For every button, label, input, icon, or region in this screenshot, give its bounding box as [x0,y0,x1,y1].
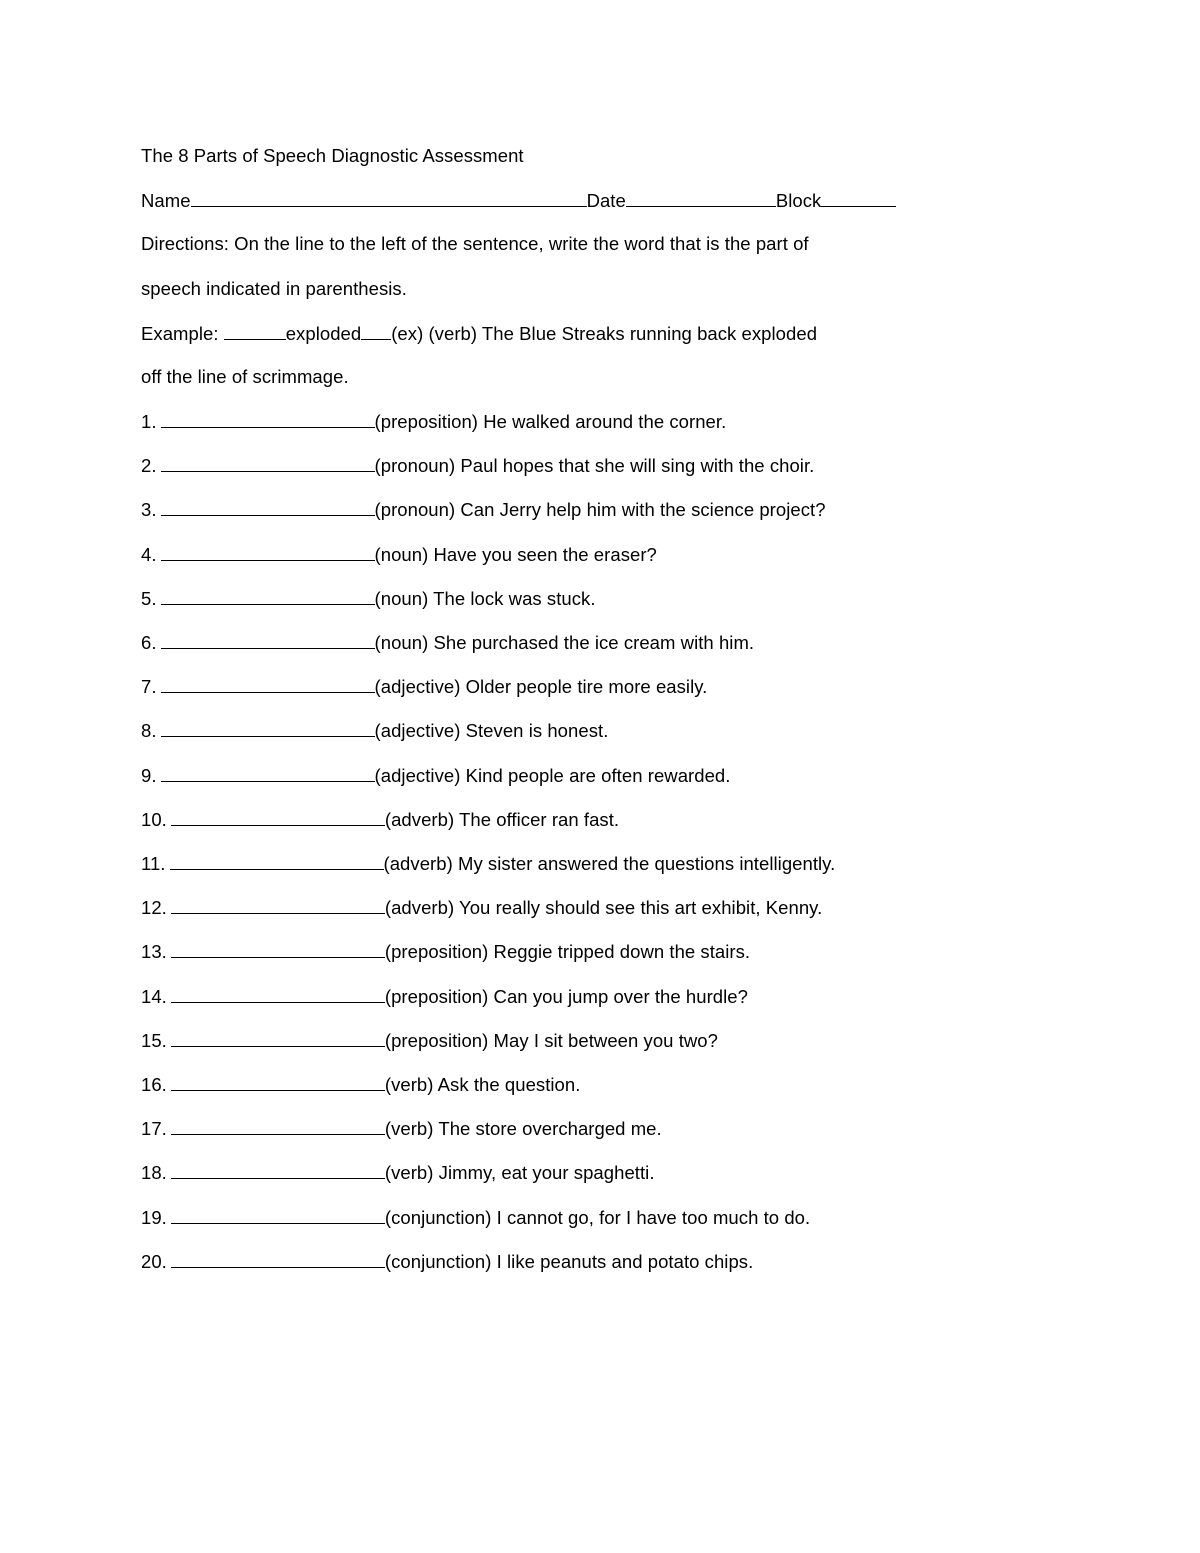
question-text: (noun) Have you seen the eraser? [374,543,657,565]
question-row [141,851,835,876]
directions-line-2: speech indicated in parenthesis. [141,278,407,299]
question-text: (conjunction) I like peanuts and potato chips. [384,1250,754,1272]
name-field[interactable] [191,188,587,207]
question-number: 14. [141,985,167,1007]
date-field[interactable] [626,188,776,207]
answer-blank[interactable] [171,1116,385,1135]
question-row [141,1249,753,1274]
answer-blank[interactable] [161,674,375,693]
question-text: (noun) She purchased the ice cream with him. [374,632,755,653]
question-row [141,1116,662,1141]
question-number: 2. [141,455,157,477]
question-number: 15. [141,1029,167,1051]
question-row [141,939,750,964]
example-answer: exploded [285,323,362,344]
date-label: Date [586,190,626,211]
question-row [141,542,657,567]
example-blank-left [224,321,286,340]
question-row [141,674,707,699]
name-label: Name [141,190,191,211]
question-text: (conjunction) I cannot go, for I have too much to do. [384,1206,811,1228]
question-text: (adjective) Older people tire more easily. [374,676,708,698]
question-text: (adverb) You really should see this art exhibit, Kenny. [384,897,823,919]
question-number: 4. [141,543,157,565]
answer-blank[interactable] [161,409,375,428]
example-label: Example: [141,323,224,344]
question-number: 18. [141,1162,167,1184]
question-number: 12. [141,897,167,919]
question-number: 16. [141,1074,167,1095]
block-field[interactable] [821,188,896,207]
question-row [141,409,726,434]
question-number: 8. [141,720,157,742]
answer-blank[interactable] [161,586,375,605]
question-text: (preposition) May I sit between you two? [384,1029,718,1051]
question-row [141,718,608,743]
question-text: (verb) Jimmy, eat your spaghetti. [384,1162,655,1184]
answer-blank[interactable] [171,895,385,914]
answer-blank[interactable] [171,984,385,1003]
question-number: 20. [141,1250,167,1272]
question-text: (adjective) Kind people are often rewarded. [374,764,731,786]
answer-blank[interactable] [171,939,385,958]
question-text: (preposition) Can you jump over the hurdle? [384,985,748,1007]
question-number: 13. [141,941,167,963]
question-number: 9. [141,764,157,786]
answer-blank[interactable] [171,1205,385,1224]
question-row [141,1072,580,1097]
answer-blank[interactable] [161,630,375,649]
question-text: (verb) The store overcharged me. [384,1118,662,1140]
answer-blank[interactable] [171,1249,385,1268]
question-text: (adjective) Steven is honest. [374,720,609,742]
answer-blank[interactable] [161,453,375,472]
question-number: 6. [141,632,157,653]
question-text: (noun) The lock was stuck. [374,587,596,609]
question-text: (adverb) The officer ran fast. [384,808,620,830]
answer-blank[interactable] [171,1028,385,1047]
example-blank-right [361,321,391,340]
answer-blank[interactable] [170,851,384,870]
example-continuation: off the line of scrimmage. [141,366,349,387]
answer-blank[interactable] [161,763,375,782]
question-row [141,1160,655,1185]
block-label: Block [775,190,822,211]
question-number: 17. [141,1118,167,1140]
question-text: (pronoun) Paul hopes that she will sing with the choir. [374,455,815,477]
question-row [141,763,730,788]
question-number: 3. [141,499,157,521]
answer-blank[interactable] [171,1160,385,1179]
answer-blank[interactable] [171,807,385,826]
answer-blank[interactable] [161,497,375,516]
example-line [141,321,817,346]
question-number: 7. [141,676,157,698]
question-row [141,1028,718,1053]
question-text: (pronoun) Can Jerry help him with the science project? [374,499,826,521]
question-row [141,497,826,522]
question-number: 10. [141,808,167,830]
answer-blank[interactable] [161,542,375,561]
question-text: (preposition) Reggie tripped down the stairs. [384,941,751,963]
student-info-row [141,188,896,213]
question-row [141,984,748,1009]
question-text: (adverb) My sister answered the questions intelligently. [383,853,836,874]
question-row [141,807,619,832]
question-number: 5. [141,587,157,609]
question-row [141,586,596,611]
question-number: 1. [141,411,157,432]
question-row [141,453,814,478]
question-text: (preposition) He walked around the corner. [374,411,727,432]
page-title: The 8 Parts of Speech Diagnostic Assessment [141,145,524,166]
question-number: 19. [141,1206,167,1228]
question-text: (verb) Ask the question. [384,1074,581,1095]
question-row [141,1205,810,1230]
answer-blank[interactable] [171,1072,385,1091]
answer-blank[interactable] [161,718,375,737]
question-row [141,895,822,920]
question-number: 11. [141,853,166,874]
directions-line-1: Directions: On the line to the left of the sentence, write the word that is the part of [141,233,809,254]
example-sentence: (ex) (verb) The Blue Streaks running back exploded [391,323,818,344]
question-row [141,630,754,655]
